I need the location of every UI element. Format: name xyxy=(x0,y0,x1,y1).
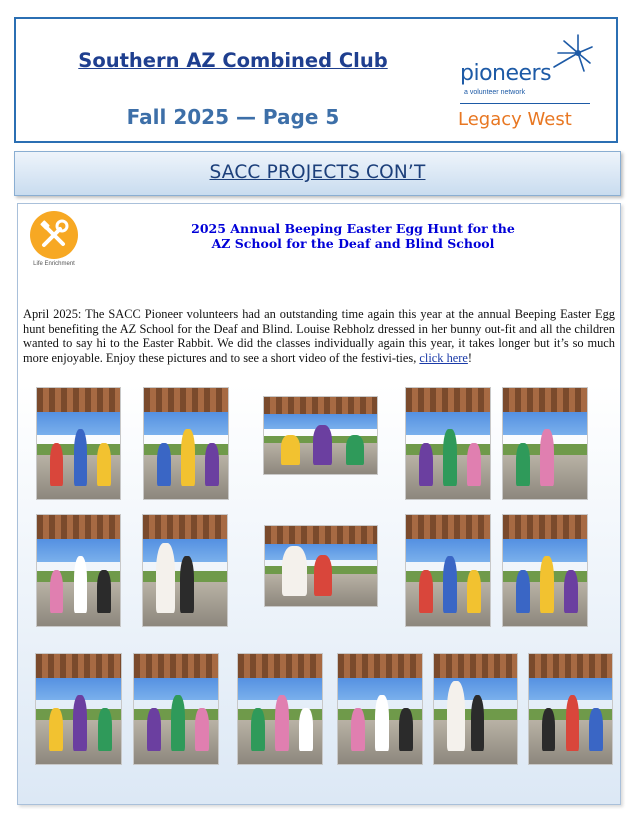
starburst-icon xyxy=(550,33,594,73)
logo-wordmark: pioneers xyxy=(460,61,552,86)
section-title: SACC PROJECTS CON’T xyxy=(209,162,426,183)
tools-icon xyxy=(30,211,78,259)
photo-egg-hunt-7 xyxy=(142,514,228,627)
article-title xyxy=(138,221,568,251)
photo-egg-hunt-6 xyxy=(36,514,121,627)
life-enrichment-badge xyxy=(30,211,78,259)
logo-divider xyxy=(460,103,590,104)
club-title: Southern AZ Combined Club xyxy=(78,49,388,72)
photo-egg-hunt-2 xyxy=(143,387,229,500)
photo-egg-hunt-3 xyxy=(263,396,378,475)
video-link[interactable]: click here xyxy=(419,350,468,365)
photo-egg-hunt-1 xyxy=(36,387,121,500)
photo-egg-hunt-13 xyxy=(237,653,323,765)
photo-egg-hunt-15 xyxy=(433,653,518,765)
pioneers-logo xyxy=(456,25,606,135)
page-title: Fall 2025 — Page 5 xyxy=(126,105,340,129)
photo-egg-hunt-10 xyxy=(502,514,588,627)
section-banner xyxy=(14,151,621,196)
article-body xyxy=(23,307,615,365)
header-box xyxy=(14,17,618,143)
logo-tagline: a volunteer network xyxy=(464,89,526,96)
article-body-text: April 2025: The SACC Pioneer volunteers had an outstanding time again this year at the annual Beeping Easter Egg hunt benefiting the AZ School for the Deaf and Blind. Louise Rebholz dressed in her bunny out-fit and all the children wanted to say hi to the Easter Rabbit. We did the classes individually again this year, it takes longer but it’s so much more enjoyable. Enjoy these pictures and to see a short video of the festivi-ties, xyxy=(23,307,615,365)
logo-legacy-west: Legacy West xyxy=(458,109,572,130)
photo-egg-hunt-14 xyxy=(337,653,423,765)
badge-caption: Life Enrichment xyxy=(33,261,75,267)
photo-egg-hunt-11 xyxy=(35,653,122,765)
article-panel xyxy=(17,203,621,805)
article-body-end: ! xyxy=(467,350,473,365)
photo-egg-hunt-12 xyxy=(133,653,219,765)
article-title-line1: 2025 Annual Beeping Easter Egg Hunt for the xyxy=(191,221,515,236)
photo-egg-hunt-16 xyxy=(528,653,613,765)
photo-egg-hunt-8 xyxy=(264,525,378,607)
photo-egg-hunt-4 xyxy=(405,387,491,500)
photo-egg-hunt-5 xyxy=(502,387,588,500)
photo-egg-hunt-9 xyxy=(405,514,491,627)
article-title-line2: AZ School for the Deaf and Blind School xyxy=(211,236,495,251)
